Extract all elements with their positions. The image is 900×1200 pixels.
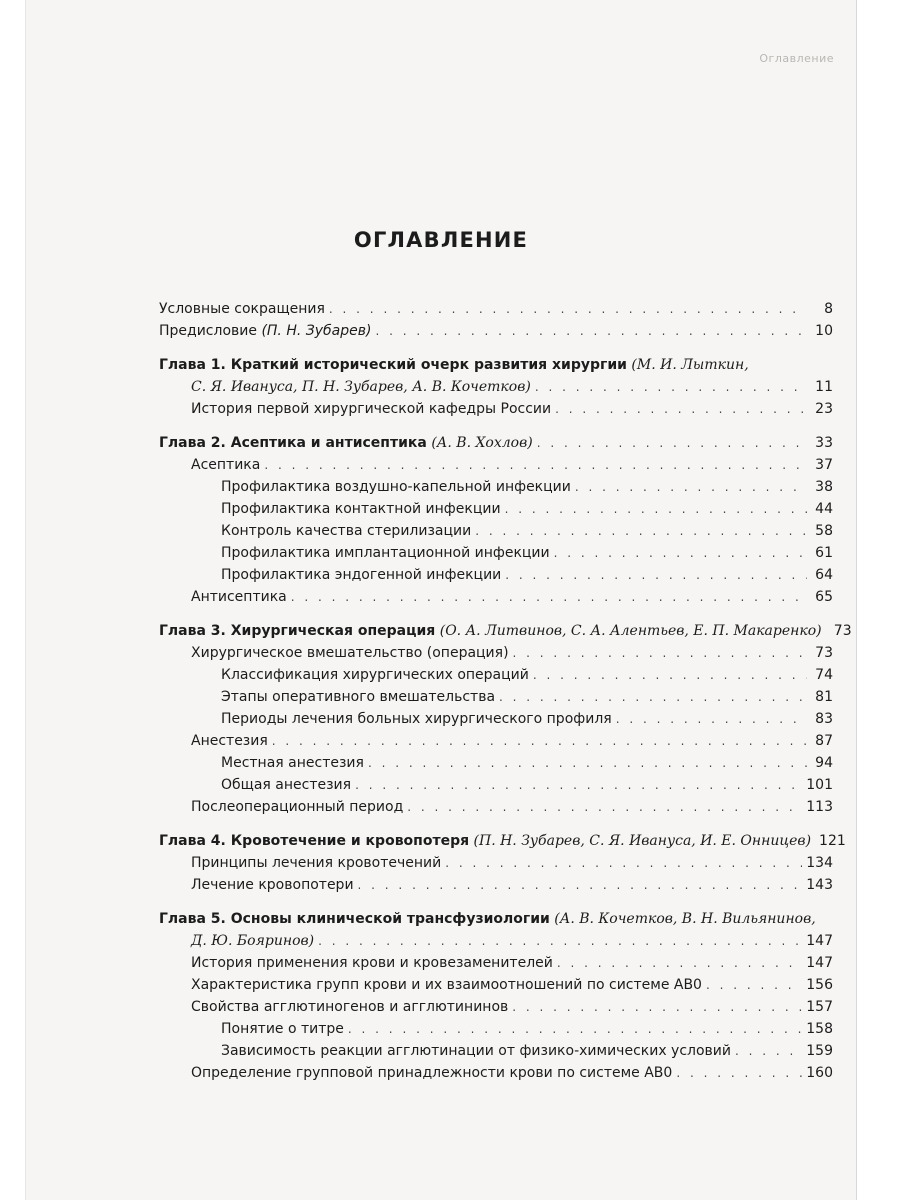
toc-page-number: 94 [815,755,833,771]
toc-chapter-title: Глава 4. Кровотечение и кровопотеря (П. Н. Зубарев, С. Я. Ивануса, И. Е. Онницев) [159,833,812,849]
toc-page-number: 73 [815,645,833,661]
toc-entry: Профилактика имплантационной инфекции . . . 61 [159,542,833,564]
toc-entry: Этапы оперативного вмешательства . . . 81 [159,686,833,708]
toc-entry-preface [159,320,833,342]
toc-page-number: 33 [815,435,833,451]
leader-dots [475,520,807,542]
leader-dots [505,564,807,586]
toc-entry: Общая анестезия . . . 101 [159,774,833,796]
running-header: Оглавление [759,52,834,65]
leader-dots [554,542,807,564]
leader-dots [505,498,807,520]
toc-entry-antisepsis: Антисептика . . . 65 [159,586,833,608]
toc-authors: (П. Н. Зубарев, С. Я. Ивануса, И. Е. Онницев) [473,833,812,849]
toc-authors: (О. А. Литвинов, С. А. Алентьев, Е. П. Макаренко) [439,623,822,639]
toc-entry: Профилактика контактной инфекции . . . 44 [159,498,833,520]
toc-page-number: 11 [815,379,833,395]
toc-entry: Принципы лечения кровотечений . . . 134 [159,852,833,874]
toc-page-number: 73 [833,623,852,639]
leader-dots [557,952,802,974]
toc-page-number: 65 [815,589,833,605]
toc-chapter-1 [159,354,833,376]
toc-authors: (П. Н. Зубарев) [261,323,372,339]
toc-entry-label: Предисловие (П. Н. Зубарев) [159,323,372,339]
toc-entry-blood-groups: Характеристика групп крови и их взаимоотношений по системе АВ0 . . . 156 [159,974,833,996]
toc-entry-intervention: Хирургическое вмешательство (операция) . . . 73 [159,642,833,664]
toc-page-number: 158 [806,1021,833,1037]
toc-authors: С. Я. Ивануса, П. Н. Зубарев, А. В. Кочетков) [191,379,531,395]
toc-entry-history: История применения крови и кровезаменителей . . . 147 [159,952,833,974]
table-of-contents [159,298,852,1084]
toc-page-number: 87 [815,733,833,749]
toc-entry-asepsis: Асептика . . . 37 [159,454,833,476]
toc-page-number: 157 [806,999,833,1015]
toc-chapter-title: Глава 2. Асептика и антисептика (А. В. Хохлов) [159,435,533,451]
toc-page-number: 83 [815,711,833,727]
toc-page-number: 74 [815,667,833,683]
toc-page-number: 156 [806,977,833,993]
toc-page-number: 147 [806,955,833,971]
toc-entry: Понятие о титре . . . 158 [159,1018,833,1040]
toc-entry: Зависимость реакции агглютинации от физико-химических условий . . . 159 [159,1040,833,1062]
toc-chapter-5 [159,908,833,930]
toc-entry: Лечение кровопотери . . . 143 [159,874,833,896]
book-page [26,0,856,1200]
toc-chapter-1-continued [159,376,833,398]
toc-page-number: 147 [806,933,833,949]
leader-dots [676,1062,802,1084]
leader-dots [375,320,807,342]
toc-chapter-title: Глава 5. Основы клинической трансфузиологии (А. В. Кочетков, В. Н. Вильянинов, [159,911,816,927]
toc-page-number: 37 [815,457,833,473]
toc-entry: Классификация хирургических операций . . . 74 [159,664,833,686]
toc-page-number: 38 [815,479,833,495]
toc-entry: Местная анестезия . . . 94 [159,752,833,774]
leader-dots [533,664,807,686]
toc-entry: Периоды лечения больных хирургического профиля . . . 83 [159,708,833,730]
leader-dots [575,476,807,498]
toc-chapter-title: Глава 3. Хирургическая операция (О. А. Литвинов, С. А. Алентьев, Е. П. Макаренко) [159,623,822,639]
leader-dots [555,398,807,420]
leader-dots [499,686,807,708]
toc-page-number: 64 [815,567,833,583]
toc-page-number: 23 [815,401,833,417]
toc-page-number: 61 [815,545,833,561]
toc-authors: (А. В. Хохлов) [431,435,533,451]
toc-page-number: 101 [806,777,833,793]
toc-entry-determination: Определение групповой принадлежности крови по системе АВ0 . . . 160 [159,1062,833,1084]
leader-dots [616,708,807,730]
toc-entry-abbreviations [159,298,833,320]
toc-chapter-5-continued [159,930,833,952]
leader-dots [358,874,803,896]
toc-page-number: 8 [824,301,833,317]
toc-entry: Контроль качества стерилизации . . . 58 [159,520,833,542]
leader-dots [407,796,802,818]
leader-dots [272,730,807,752]
toc-page-number: 121 [819,833,846,849]
page-title: ОГЛАВЛЕНИЕ [353,228,529,252]
leader-dots [368,752,807,774]
toc-authors: Д. Ю. Бояринов) [191,933,315,949]
leader-dots [735,1040,802,1062]
toc-page-number: 134 [806,855,833,871]
toc-page-number: 10 [815,323,833,339]
toc-authors: (А. В. Кочетков, В. Н. Вильянинов, [554,911,816,927]
toc-chapter-title: Глава 1. Краткий исторический очерк развития хирургии (М. И. Лыткин, [159,357,749,373]
toc-entry-postop: Послеоперационный период . . . 113 [159,796,833,818]
toc-entry-label: Условные сокращения [159,301,325,317]
toc-entry-anesthesia: Анестезия . . . 87 [159,730,833,752]
leader-dots [348,1018,802,1040]
toc-authors: (М. И. Лыткин, [631,357,749,373]
toc-entry: История первой хирургической кафедры России . . . 23 [159,398,833,420]
leader-dots [512,996,802,1018]
toc-entry: Профилактика эндогенной инфекции . . . 64 [159,564,833,586]
leader-dots [537,432,807,454]
toc-page-number: 159 [806,1043,833,1059]
toc-page-number: 44 [815,501,833,517]
leader-dots [291,586,807,608]
toc-page-number: 58 [815,523,833,539]
leader-dots [513,642,807,664]
leader-dots [535,376,807,398]
toc-page-number: 81 [815,689,833,705]
leader-dots [355,774,802,796]
toc-entry: Профилактика воздушно-капельной инфекции . . . 38 [159,476,833,498]
leader-dots [706,974,802,996]
toc-chapter-4 [159,830,846,852]
toc-page-number: 143 [806,877,833,893]
toc-entry-agglutinogens: Свойства агглютиногенов и агглютининов . . . 157 [159,996,833,1018]
toc-page-number: 113 [806,799,833,815]
toc-chapter-2 [159,432,833,454]
leader-dots [264,454,807,476]
toc-page-number: 160 [806,1065,833,1081]
leader-dots [329,298,807,320]
toc-chapter-3 [159,620,852,642]
leader-dots [445,852,802,874]
leader-dots [318,930,802,952]
